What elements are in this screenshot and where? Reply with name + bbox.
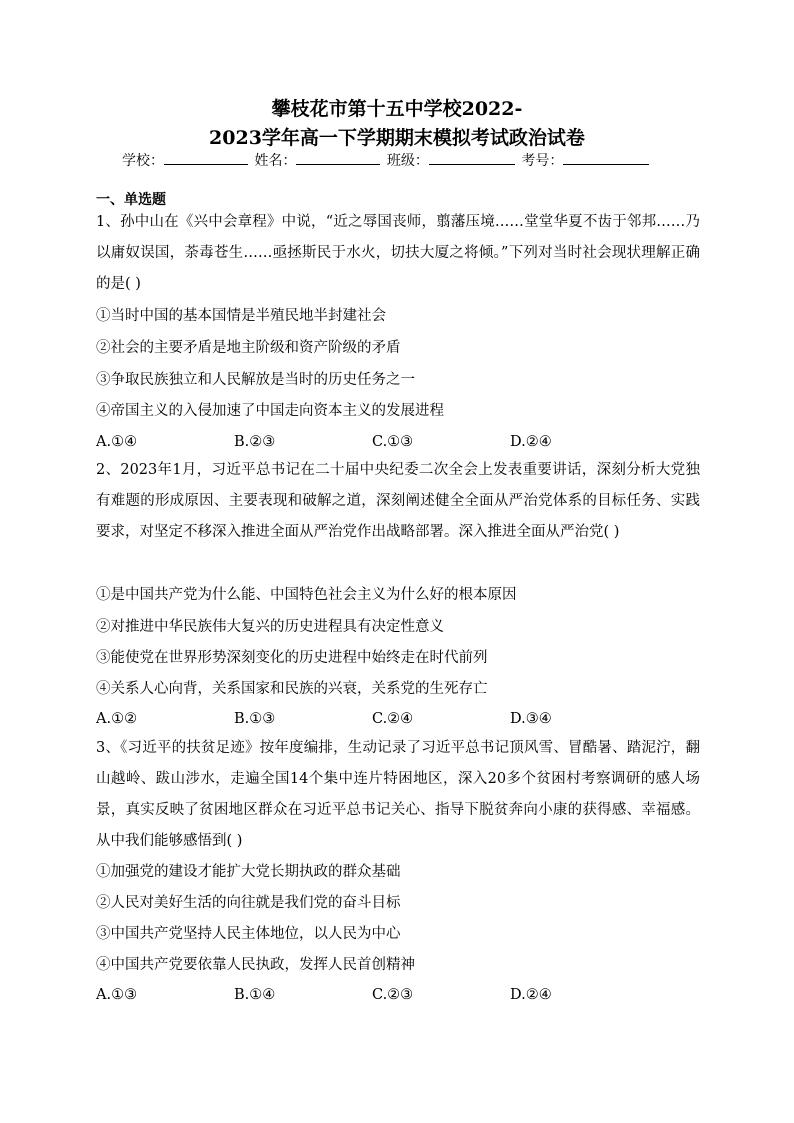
question-3-option-d: D.②④ [510, 987, 552, 1003]
question-3-option-b: B.①④ [234, 987, 276, 1003]
question-3-stem: 3、《习近平的扶贫足迹》按年度编排，生动记录了习近平总书记顶风雪、冒酷暑、踏泥泞，翻山越岭、跋山涉水，走遍全国14个集中连片特困地区，深入20多个贫困村考察调研的感人场景，真实反映了贫困地区群众在习近平总书记关心、指导下脱贫奔向小康的获得感、幸福感。从中我们能够感悟到( ) [96, 740, 700, 849]
question-3-item-1: ①加强党的建设才能扩大党长期执政的群众基础 [96, 864, 401, 880]
student-info-row [122, 150, 651, 171]
question-3-option-c: C.②③ [372, 987, 414, 1003]
question-2-item-2: ②对推进中华民族伟大复兴的历史进程具有决定性意义 [96, 619, 444, 635]
question-3-item-2: ②人民对美好生活的向往就是我们党的奋斗目标 [96, 895, 401, 911]
question-1-item-3: ③争取民族独立和人民解放是当时的历史任务之一 [96, 372, 415, 388]
question-2-option-c: C.②④ [372, 711, 414, 727]
class-label: 班级： [386, 153, 429, 169]
section-title: 一、单选题 [96, 192, 166, 208]
school-blank [164, 150, 248, 165]
name-blank [296, 150, 380, 165]
question-3-item-3: ③中国共产党坚持人民主体地位，以人民为中心 [96, 926, 401, 942]
question-1-item-4: ④帝国主义的入侵加速了中国走向资本主义的发展进程 [96, 403, 444, 419]
question-1-option-d: D.②④ [510, 434, 552, 450]
exam-title-line1: 攀枝花市第十五中学校2022- [271, 98, 523, 120]
exam-number-label: 考号： [521, 153, 564, 169]
question-1-option-b: B.②③ [234, 434, 276, 450]
exam-title-line2: 2023学年高一下学期期末模拟考试政治试卷 [209, 127, 585, 149]
question-2-option-d: D.③④ [510, 711, 552, 727]
question-3-item-4: ④中国共产党要依靠人民执政，发挥人民首创精神 [96, 957, 415, 973]
question-1-option-c: C.①③ [372, 434, 414, 450]
question-1-stem: 1、孙中山在《兴中会章程》中说，“近之辱国丧师，翦藩压境……堂堂华夏不齿于邻邦……乃以庸奴误国，荼毒苍生……亟拯斯民于水火，切扶大厦之将倾。”下列对当时社会现状理解正确的是( ) [96, 214, 700, 292]
question-1-option-a: A.①④ [96, 434, 138, 450]
question-1-item-1: ①当时中国的基本国情是半殖民地半封建社会 [96, 308, 386, 324]
question-2-option-b: B.①③ [234, 711, 276, 727]
question-3-option-a: A.①③ [96, 987, 138, 1003]
class-blank [429, 150, 515, 165]
question-2-item-3: ③能使党在世界形势深刻变化的历史进程中始终走在时代前列 [96, 650, 488, 666]
school-label: 学校： [122, 153, 164, 169]
question-2-stem: 2、2023年1月，习近平总书记在二十届中央纪委二次全会上发表重要讲话，深刻分析大党独有难题的形成原因、主要表现和破解之道，深刻阐述健全全面从严治党体系的目标任务、实践要求，对坚定不移深入推进全面从严治党作出战略部署。深入推进全面从严治党( ) [96, 462, 700, 540]
name-label: 姓名： [254, 153, 297, 169]
question-1-item-2: ②社会的主要矛盾是地主阶级和资产阶级的矛盾 [96, 340, 401, 356]
question-2-item-4: ④关系人心向背，关系国家和民族的兴衰，关系党的生死存亡 [96, 681, 488, 697]
question-2-option-a: A.①② [96, 711, 138, 727]
question-2-item-1: ①是中国共产党为什么能、中国特色社会主义为什么好的根本原因 [96, 587, 517, 603]
exam-number-blank [563, 150, 649, 165]
